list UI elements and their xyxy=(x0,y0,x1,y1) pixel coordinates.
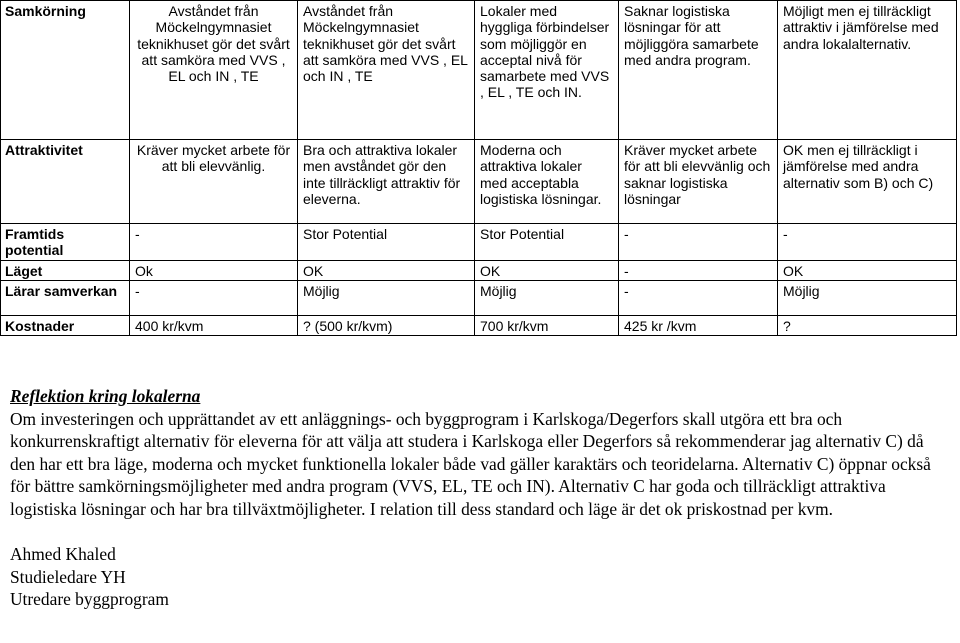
table-row-laget xyxy=(1,260,957,280)
signature-block xyxy=(10,543,950,611)
table-row-framtids-potential xyxy=(1,224,957,261)
signature-title: Utredare byggprogram xyxy=(10,589,169,609)
row-label: Kostnader xyxy=(1,315,130,335)
table-row-attraktivitet xyxy=(1,140,957,224)
table-cell: - xyxy=(130,224,298,261)
row-label: Läget xyxy=(1,260,130,280)
table-cell: Möjlig xyxy=(475,280,619,315)
row-label: Attraktivitet xyxy=(1,140,130,224)
table-cell: Kräver mycket arbete för att bli elevvänlig. xyxy=(130,140,298,224)
table-cell: Möjligt men ej tillräckligt attraktiv i jämförelse med andra lokalalternativ. xyxy=(778,1,957,140)
table-cell: - xyxy=(130,280,298,315)
table-cell: Stor Potential xyxy=(298,224,475,261)
table-cell: ? (500 kr/kvm) xyxy=(298,315,475,335)
table-cell: Avståndet från Möckelngymnasiet teknikhuset gör det svårt att samköra med VVS , EL och IN , TE xyxy=(298,1,475,140)
table-cell: Avståndet från Möckelngymnasiet teknikhuset gör det svårt att samköra med VVS , EL och IN , TE xyxy=(130,1,298,140)
table-cell: OK xyxy=(778,260,957,280)
table-row-larar-samverkan xyxy=(1,280,957,315)
table-cell: - xyxy=(619,260,778,280)
table-cell: - xyxy=(619,224,778,261)
row-label: Lärar samverkan xyxy=(1,280,130,315)
table-cell: 425 kr /kvm xyxy=(619,315,778,335)
table-row-kostnader xyxy=(1,315,957,335)
signature-name: Ahmed Khaled xyxy=(10,544,116,564)
table-cell: - xyxy=(619,280,778,315)
table-cell: Moderna och attraktiva lokaler med acceptabla logistiska lösningar. xyxy=(475,140,619,224)
table-cell: Kräver mycket arbete för att bli elevvänlig och saknar logistiska lösningar xyxy=(619,140,778,224)
table-cell: - xyxy=(778,224,957,261)
table-cell: OK men ej tillräckligt i jämförelse med andra alternativ som B) och C) xyxy=(778,140,957,224)
table-cell: ? xyxy=(778,315,957,335)
table-cell: 400 kr/kvm xyxy=(130,315,298,335)
table-row-samkorning xyxy=(1,1,957,140)
table-cell: Stor Potential xyxy=(475,224,619,261)
signature-title: Studieledare YH xyxy=(10,566,126,587)
table-cell: Saknar logistiska lösningar för att möjliggöra samarbete med andra program. xyxy=(619,1,778,140)
table-cell: Lokaler med hyggliga förbindelser som möjliggör en acceptal nivå för samarbete med VVS , EL , TE och IN. xyxy=(475,1,619,140)
section-heading: Reflektion kring lokalerna xyxy=(10,386,201,406)
table-cell: OK xyxy=(475,260,619,280)
table-cell: OK xyxy=(298,260,475,280)
table-cell: Möjlig xyxy=(778,280,957,315)
row-label: Samkörning xyxy=(1,1,130,140)
row-label: Framtids potential xyxy=(1,224,130,261)
table-cell: Bra och attraktiva lokaler men avståndet gör den inte tillräckligt attraktiv för eleverna. xyxy=(298,140,475,224)
table-cell: Möjlig xyxy=(298,280,475,315)
table-cell: Ok xyxy=(130,260,298,280)
table-cell: 700 kr/kvm xyxy=(475,315,619,335)
reflection-section xyxy=(10,385,950,611)
section-body: Om investeringen och upprättandet av ett anläggnings- och byggprogram i Karlskoga/Degerfors skall utgöra ett bra och konkurrenskraftigt alternativ för eleverna för att välja att studera i Karlskoga eller Degerfors så rekommenderar jag alternativ C) då den har ett bra läge, moderna och mycket funktionella lokaler både vad gäller karaktärs och teoridelarna. Alternativ C) öppnar också för bättre samkörningsmöjligheter med andra program (VVS, EL, TE och IN). Alternativ C har goda och tillräckligt attraktiva logistiska lösningar och har bra tillväxtmöjligheter. I relation till dess standard och läge är det ok priskostnad per kvm. xyxy=(10,408,931,519)
